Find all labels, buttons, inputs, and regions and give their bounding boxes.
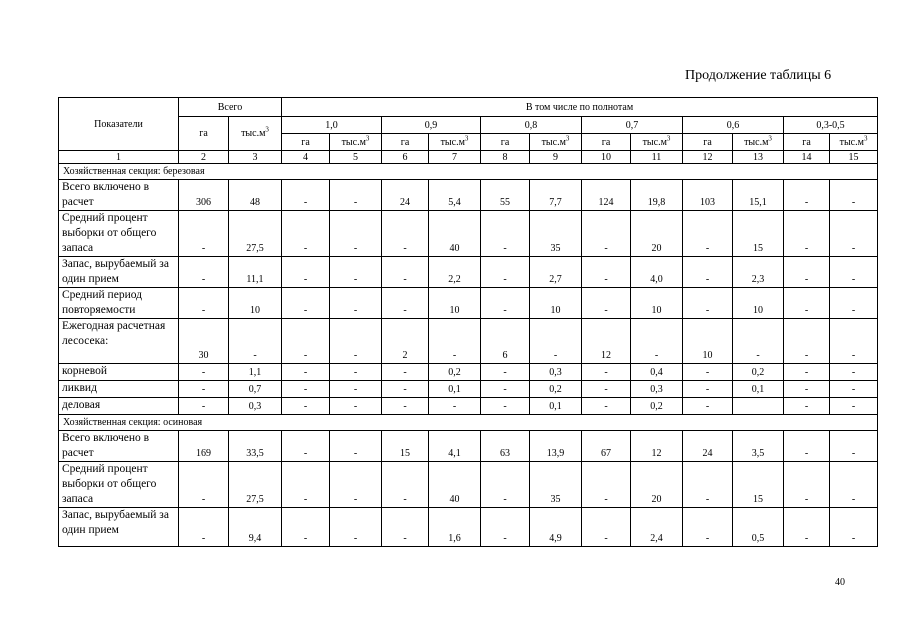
table-cell: - — [481, 381, 530, 398]
table-cell: - — [683, 211, 733, 257]
table-cell: - — [330, 431, 382, 462]
table-cell: 40 — [429, 462, 481, 508]
table-cell: 0,1 — [733, 381, 784, 398]
table-cell: - — [282, 319, 330, 364]
table-cell: 15,1 — [733, 180, 784, 211]
table-cell: - — [282, 257, 330, 288]
table-cell: - — [481, 257, 530, 288]
table-cell: - — [481, 364, 530, 381]
table-cell: - — [330, 508, 382, 547]
table-cell: 306 — [179, 180, 229, 211]
table-cell: - — [282, 180, 330, 211]
table-cell: 10 — [631, 288, 683, 319]
table-cell: - — [429, 398, 481, 415]
section-title: Хозяйственная секция: березовая — [59, 164, 878, 180]
unit-thousand-m3: $тыс.м^3$ — [429, 134, 481, 151]
forest-data-table — [58, 97, 878, 547]
section-header-row — [59, 415, 878, 431]
table-cell: 15 — [382, 431, 429, 462]
header-density: 0,7 — [582, 117, 683, 134]
table-cell: 30 — [179, 319, 229, 364]
table-cell: 0,3 — [229, 398, 282, 415]
table-cell: - — [784, 381, 830, 398]
table-cell: - — [582, 398, 631, 415]
table-cell: - — [784, 462, 830, 508]
unit-thousand-m3: $тыс.м^3$ — [530, 134, 582, 151]
table-cell: - — [481, 508, 530, 547]
table-cell: 0,5 — [733, 508, 784, 547]
table-cell: 19,8 — [631, 180, 683, 211]
row-label: деловая — [59, 398, 179, 415]
table-cell: 63 — [481, 431, 530, 462]
table-cell: - — [830, 508, 878, 547]
table-cell: 11,1 — [229, 257, 282, 288]
table-cell: - — [683, 288, 733, 319]
row-label: ликвид — [59, 381, 179, 398]
column-number: 12 — [683, 151, 733, 164]
table-cell: - — [830, 180, 878, 211]
table-cell: - — [179, 288, 229, 319]
column-number: 13 — [733, 151, 784, 164]
table-cell: - — [582, 288, 631, 319]
table-cell: - — [179, 364, 229, 381]
table-cell: 15 — [733, 211, 784, 257]
table-cell: 4,9 — [530, 508, 582, 547]
table-cell: - — [784, 431, 830, 462]
table-cell: 169 — [179, 431, 229, 462]
table-cell: - — [382, 211, 429, 257]
table-cell — [733, 398, 784, 415]
table-cell: 35 — [530, 462, 582, 508]
table-cell: - — [429, 319, 481, 364]
table-cell: 0,2 — [631, 398, 683, 415]
table-cell: - — [382, 381, 429, 398]
table-cell: - — [282, 462, 330, 508]
table-cell: - — [683, 508, 733, 547]
row-label: Средний процент выборки от общего запаса — [59, 211, 179, 257]
table-row — [59, 211, 878, 257]
header-indicators: Показатели — [59, 98, 179, 151]
column-number: 6 — [382, 151, 429, 164]
table-cell: - — [830, 398, 878, 415]
row-label: Всего включено в расчет — [59, 431, 179, 462]
table-cell: - — [282, 431, 330, 462]
table-cell: 0,7 — [229, 381, 282, 398]
table-cell: 103 — [683, 180, 733, 211]
row-label: корневой — [59, 364, 179, 381]
table-cell: - — [830, 288, 878, 319]
header-density: 1,0 — [282, 117, 382, 134]
table-cell: 40 — [429, 211, 481, 257]
table-cell: 12 — [631, 431, 683, 462]
table-cell: - — [784, 180, 830, 211]
table-cell: - — [784, 398, 830, 415]
table-cell: - — [582, 211, 631, 257]
table-cell: 27,5 — [229, 462, 282, 508]
table-cell: - — [179, 398, 229, 415]
table-cell: - — [530, 319, 582, 364]
table-cell: 10 — [530, 288, 582, 319]
column-number: 7 — [429, 151, 481, 164]
column-number: 14 — [784, 151, 830, 164]
table-cell: - — [481, 211, 530, 257]
table-cell: 4,1 — [429, 431, 481, 462]
table-cell: - — [382, 508, 429, 547]
unit-ha: га — [582, 134, 631, 151]
table-cell: 20 — [631, 211, 683, 257]
table-row — [59, 257, 878, 288]
table-cell: - — [179, 508, 229, 547]
table-cell: - — [683, 257, 733, 288]
header-total: Всего — [179, 98, 282, 117]
column-number: 2 — [179, 151, 229, 164]
table-cell: 55 — [481, 180, 530, 211]
table-cell: - — [382, 364, 429, 381]
row-label: Запас, вырубаемый за один прием — [59, 257, 179, 288]
unit-thousand-m3: $тыс.м^3$ — [733, 134, 784, 151]
table-row — [59, 398, 878, 415]
table-cell: 27,5 — [229, 211, 282, 257]
table-cell: - — [784, 508, 830, 547]
table-cell: - — [683, 364, 733, 381]
table-cell: 10 — [429, 288, 481, 319]
unit-thousand-m3: $тыс.м^3$ — [330, 134, 382, 151]
table-row — [59, 508, 878, 547]
table-cell: - — [582, 462, 631, 508]
table-cell: - — [382, 257, 429, 288]
table-cell: - — [382, 462, 429, 508]
row-label: Ежегодная расчетная лесосека: — [59, 319, 179, 364]
table-cell: - — [382, 288, 429, 319]
table-cell: 2,3 — [733, 257, 784, 288]
column-number-row — [59, 151, 878, 164]
table-cell: - — [179, 257, 229, 288]
table-cell: 10 — [683, 319, 733, 364]
table-cell: 2,2 — [429, 257, 481, 288]
table-cell: 2,4 — [631, 508, 683, 547]
table-cell: - — [330, 364, 382, 381]
table-row — [59, 364, 878, 381]
table-cell: - — [683, 381, 733, 398]
column-number: 10 — [582, 151, 631, 164]
table-cell: - — [784, 257, 830, 288]
table-cell: - — [330, 462, 382, 508]
table-cell: - — [631, 319, 683, 364]
table-cell: - — [784, 288, 830, 319]
unit-thousand-m3: $тыс.м^3$ — [830, 134, 878, 151]
table-cell: 13,9 — [530, 431, 582, 462]
table-cell: - — [733, 319, 784, 364]
table-cell: - — [830, 319, 878, 364]
table-cell: - — [330, 381, 382, 398]
table-row — [59, 288, 878, 319]
table-cell: 10 — [229, 288, 282, 319]
table-cell: - — [330, 211, 382, 257]
table-cell: - — [330, 319, 382, 364]
table-cell: - — [179, 381, 229, 398]
row-label: Средний период повторяемости — [59, 288, 179, 319]
table-cell: 0,4 — [631, 364, 683, 381]
table-cell: 20 — [631, 462, 683, 508]
unit-ha: га — [784, 134, 830, 151]
header-density: 0,9 — [382, 117, 481, 134]
table-cell: - — [481, 462, 530, 508]
row-label: Всего включено в расчет — [59, 180, 179, 211]
table-cell: 0,3 — [631, 381, 683, 398]
table-cell: 124 — [582, 180, 631, 211]
header-density: 0,6 — [683, 117, 784, 134]
column-number: 15 — [830, 151, 878, 164]
unit-ha: га — [481, 134, 530, 151]
table-cell: 15 — [733, 462, 784, 508]
column-number: 11 — [631, 151, 683, 164]
header-total-m3: $тыс.м^3$ — [229, 117, 282, 151]
table-cell: - — [582, 508, 631, 547]
table-cell: - — [179, 211, 229, 257]
table-cell: 3,5 — [733, 431, 784, 462]
table-cell: - — [481, 288, 530, 319]
table-cell: - — [683, 462, 733, 508]
table-cell: 10 — [733, 288, 784, 319]
unit-thousand-m3: $тыс.м^3$ — [631, 134, 683, 151]
table-cell: - — [784, 364, 830, 381]
table-cell: 24 — [683, 431, 733, 462]
table-cell: - — [282, 508, 330, 547]
table-cell: - — [830, 431, 878, 462]
header-including: В том числе по полнотам — [282, 98, 878, 117]
table-cell: 4,0 — [631, 257, 683, 288]
page-number: 40 — [835, 577, 845, 588]
table-cell: - — [330, 398, 382, 415]
section-title: Хозяйственная секция: осиновая — [59, 415, 878, 431]
table-cell: 0,1 — [429, 381, 481, 398]
table-cell: 24 — [382, 180, 429, 211]
table-cell: 6 — [481, 319, 530, 364]
table-cell: - — [330, 180, 382, 211]
table-cell: - — [282, 211, 330, 257]
table-cell: - — [229, 319, 282, 364]
header-total-ha: га — [179, 117, 229, 151]
table-cell: - — [382, 398, 429, 415]
table-cell: - — [830, 211, 878, 257]
table-cell: 12 — [582, 319, 631, 364]
column-number: 3 — [229, 151, 282, 164]
table-cell: 1,1 — [229, 364, 282, 381]
table-cell: - — [830, 257, 878, 288]
table-cell: - — [683, 398, 733, 415]
table-cell: 9,4 — [229, 508, 282, 547]
table-row — [59, 180, 878, 211]
table-cell: - — [582, 257, 631, 288]
table-cell: - — [282, 364, 330, 381]
table-cell: - — [830, 462, 878, 508]
table-cell: 0,2 — [733, 364, 784, 381]
table-cell: - — [481, 398, 530, 415]
table-cell: 0,1 — [530, 398, 582, 415]
table-row — [59, 462, 878, 508]
table-cell: - — [282, 288, 330, 319]
row-label: Средний процент выборки от общего запаса — [59, 462, 179, 508]
table-cell: 1,6 — [429, 508, 481, 547]
table-cell: - — [330, 288, 382, 319]
table-cell: 7,7 — [530, 180, 582, 211]
column-number: 5 — [330, 151, 382, 164]
table-cell: 5,4 — [429, 180, 481, 211]
table-cell: - — [330, 257, 382, 288]
table-cell: - — [282, 398, 330, 415]
table-cell: 67 — [582, 431, 631, 462]
column-number: 1 — [59, 151, 179, 164]
table-cell: 48 — [229, 180, 282, 211]
table-cell: 35 — [530, 211, 582, 257]
table-row — [59, 381, 878, 398]
unit-ha: га — [382, 134, 429, 151]
table-cell: - — [830, 381, 878, 398]
table-cell: - — [784, 319, 830, 364]
table-caption: Продолжение таблицы 6 — [685, 68, 832, 83]
table-cell: - — [830, 364, 878, 381]
unit-ha: га — [683, 134, 733, 151]
column-number: 4 — [282, 151, 330, 164]
table-row — [59, 319, 878, 364]
table-cell: 33,5 — [229, 431, 282, 462]
row-label: Запас, вырубаемый за один прием — [59, 508, 179, 547]
header-density: 0,3-0,5 — [784, 117, 878, 134]
table-cell: 0,2 — [530, 381, 582, 398]
table-cell: - — [282, 381, 330, 398]
section-header-row — [59, 164, 878, 180]
table-cell: 2,7 — [530, 257, 582, 288]
unit-ha: га — [282, 134, 330, 151]
table-cell: - — [582, 381, 631, 398]
header-density: 0,8 — [481, 117, 582, 134]
column-number: 9 — [530, 151, 582, 164]
table-cell: 0,2 — [429, 364, 481, 381]
table-cell: - — [784, 211, 830, 257]
table-cell: - — [179, 462, 229, 508]
table-cell: 2 — [382, 319, 429, 364]
table-row — [59, 431, 878, 462]
table-cell: - — [582, 364, 631, 381]
table-cell: 0,3 — [530, 364, 582, 381]
column-number: 8 — [481, 151, 530, 164]
